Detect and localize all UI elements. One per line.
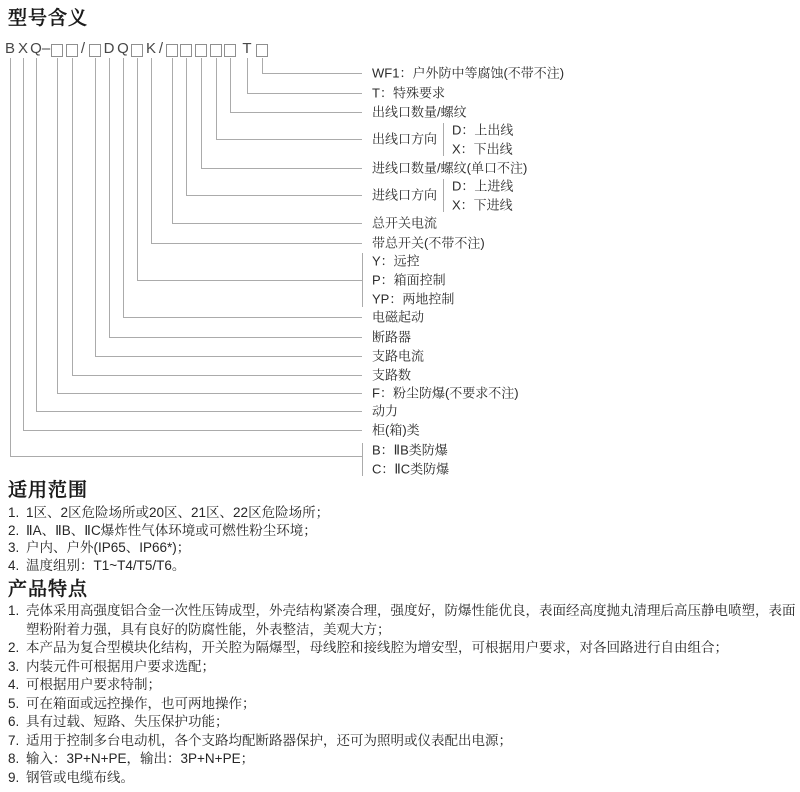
model-code-char: Q: [30, 40, 42, 57]
model-label-option: D：上进线: [452, 178, 514, 193]
model-label: 进线口方向: [372, 187, 438, 203]
list-item: [8, 732, 796, 751]
connector-line-horizontal: [262, 73, 362, 74]
model-code-char: T: [242, 40, 252, 57]
item-text: 可在箱面或远控操作，也可两地操作；: [26, 695, 256, 711]
connector-line-horizontal: [186, 195, 362, 196]
list-item: [8, 658, 796, 677]
connector-line-vertical: [109, 58, 110, 338]
connector-line-vertical: [36, 58, 37, 412]
model-code-box: [180, 44, 192, 57]
item-number: 1.: [8, 603, 20, 618]
model-code-separator: /: [158, 40, 164, 57]
model-code-char: K: [145, 40, 157, 57]
item-number: 4.: [8, 557, 20, 573]
model-code-box: [89, 44, 101, 57]
model-code-box: [256, 44, 268, 57]
model-code-char: X: [17, 40, 29, 57]
model-label: 支路数: [372, 367, 412, 383]
model-label: 出线口方向: [372, 131, 438, 147]
list-item: [8, 522, 796, 540]
model-label-option: YP：两地控制: [372, 291, 455, 307]
item-text: 适用于控制多台电动机，各个支路均配断路器保护，还可为照明或仪表配出电源；: [26, 732, 512, 748]
scope-section-title: 适用范围: [8, 480, 89, 501]
item-text: 1区、2区危险场所或20区、21区、22区危险场所；: [26, 505, 330, 520]
item-number: 2.: [8, 522, 20, 538]
list-item: [8, 695, 796, 714]
connector-line-vertical: [95, 58, 96, 357]
list-item: [8, 750, 796, 769]
connector-line-vertical: [186, 58, 187, 196]
item-text: 可根据用户要求特制；: [26, 677, 161, 692]
list-item: [8, 769, 796, 788]
item-number: 2.: [8, 640, 20, 655]
connector-line-horizontal: [10, 456, 362, 457]
item-number: 4.: [8, 677, 20, 692]
connector-line-vertical: [72, 58, 73, 376]
model-label-option: Y：远控: [372, 253, 420, 269]
connector-line-vertical: [216, 58, 217, 140]
connector-line-vertical: [172, 58, 173, 224]
connector-line-vertical: [230, 58, 231, 113]
bracket-line: [362, 443, 363, 476]
connector-line-horizontal: [123, 317, 362, 318]
list-item: [8, 557, 796, 575]
model-section-title: 型号含义: [8, 8, 89, 29]
model-label: 断路器: [372, 329, 412, 345]
item-text: 壳体采用高强度铝合金一次性压铸成型，外壳结构紧凑合理，强度好，防爆性能优良，表面经高度抛丸清理后高压静电喷塑，表面塑粉附着力强，具有良好的防腐性能，外表整洁，美观大方；: [26, 603, 796, 637]
features-list: [8, 602, 796, 787]
features-section-title: 产品特点: [8, 579, 89, 600]
connector-line-horizontal: [151, 243, 362, 244]
item-number: 5.: [8, 695, 20, 711]
model-label-option: D：上出线: [452, 122, 514, 137]
bracket-line: [443, 123, 444, 156]
model-label-option: B：ⅡB类防爆: [372, 442, 448, 458]
connector-line-vertical: [151, 58, 152, 244]
model-code-box: [195, 44, 207, 57]
item-number: 3.: [8, 658, 20, 674]
list-item: [8, 676, 796, 695]
connector-line-vertical: [262, 58, 263, 74]
item-number: 9.: [8, 769, 20, 785]
model-code-box: [66, 44, 78, 57]
connector-line-horizontal: [247, 93, 362, 94]
connector-line-vertical: [247, 58, 248, 94]
model-code-char: D: [103, 40, 115, 57]
connector-line-horizontal: [216, 139, 362, 140]
model-code-box: [51, 44, 63, 57]
item-text: 内装元件可根据用户要求选配；: [26, 658, 215, 674]
bracket-line: [443, 179, 444, 212]
model-label-option: P：箱面控制: [372, 272, 446, 288]
scope-list: [8, 504, 796, 574]
list-item: [8, 639, 796, 658]
model-label: 带总开关(不带不注): [372, 235, 485, 251]
model-code-char: B: [4, 40, 16, 57]
connector-line-horizontal: [23, 430, 362, 431]
model-code-box: [166, 44, 178, 57]
item-text: 户内、户外(IP65、IP66*)；: [26, 540, 191, 555]
connector-line-vertical: [123, 58, 124, 318]
item-text: ⅡA、ⅡB、ⅡC爆炸性气体环境或可燃性粉尘环境；: [26, 522, 317, 538]
connector-line-horizontal: [201, 168, 362, 169]
item-number: 3.: [8, 540, 20, 555]
model-code-separator: /: [80, 40, 86, 57]
item-number: 8.: [8, 751, 20, 766]
item-number: 6.: [8, 714, 20, 729]
model-label: F：粉尘防爆(不要求不注): [372, 385, 519, 401]
model-code-box: [210, 44, 222, 57]
connector-line-horizontal: [172, 223, 362, 224]
model-label: 总开关电流: [372, 215, 438, 231]
connector-line-horizontal: [109, 337, 362, 338]
model-code-char: Q: [117, 40, 129, 57]
list-item: [8, 539, 796, 557]
model-code-box: [224, 44, 236, 57]
bracket-line: [362, 253, 363, 307]
model-label-option: C：ⅡC类防爆: [372, 461, 450, 477]
model-label: T：特殊要求: [372, 85, 445, 101]
model-code-separator: –: [41, 40, 51, 57]
model-label-option: X：下进线: [452, 197, 513, 212]
list-item: [8, 713, 796, 732]
connector-line-horizontal: [95, 356, 362, 357]
model-label: 出线口数量/螺纹: [372, 104, 467, 120]
item-number: 7.: [8, 732, 20, 748]
item-text: 钢管或电缆布线。: [26, 769, 134, 785]
item-text: 温度组别：T1~T4/T5/T6。: [26, 557, 186, 573]
connector-line-vertical: [201, 58, 202, 169]
connector-line-vertical: [23, 58, 24, 431]
item-text: 输入：3P+N+PE，输出：3P+N+PE；: [26, 751, 255, 766]
connector-line-vertical: [137, 58, 138, 281]
connector-line-horizontal: [137, 280, 362, 281]
model-label: 电磁起动: [372, 309, 425, 325]
model-label: 柜(箱)类: [372, 422, 420, 438]
model-label: 动力: [372, 403, 399, 419]
model-label: WF1：户外防中等腐蚀(不带不注): [372, 65, 565, 81]
connector-line-horizontal: [230, 112, 362, 113]
model-code-box: [131, 44, 143, 57]
list-item: [8, 602, 796, 639]
model-label: 进线口数量/螺纹(单口不注): [372, 160, 528, 176]
item-number: 1.: [8, 505, 20, 520]
connector-line-vertical: [57, 58, 58, 394]
list-item: [8, 504, 796, 522]
model-label-option: X：下出线: [452, 141, 513, 156]
model-label: 支路电流: [372, 348, 425, 364]
item-text: 具有过载、短路、失压保护功能；: [26, 714, 229, 729]
connector-line-horizontal: [72, 375, 362, 376]
connector-line-horizontal: [57, 393, 362, 394]
connector-line-horizontal: [36, 411, 362, 412]
item-text: 本产品为复合型模块化结构，开关腔为隔爆型，母线腔和接线腔为增安型，可根据用户要求，对各回路进行自由组合；: [26, 640, 728, 655]
connector-line-vertical: [10, 58, 11, 457]
